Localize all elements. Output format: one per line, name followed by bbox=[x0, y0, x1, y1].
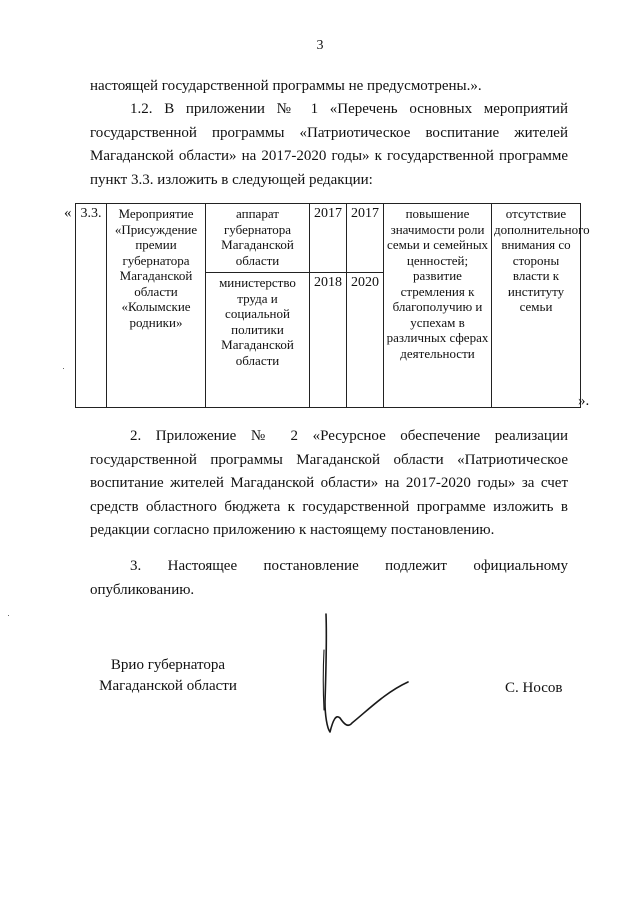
paragraph-continuation: настоящей государственной программы не предусмотрены.». bbox=[90, 78, 482, 94]
activity-cell: Мероприятие «Присуждение премии губернатора Магаданской области «Колымские родники» bbox=[107, 204, 206, 408]
end-year-cell: 2017 bbox=[347, 204, 384, 273]
signatory-name: С. Носов bbox=[505, 680, 563, 696]
paragraph-3: 3. Настоящее постановление подлежит официальному опубликованию. bbox=[90, 558, 568, 598]
page-number: 3 bbox=[316, 38, 324, 53]
handwritten-signature bbox=[318, 610, 418, 740]
table-row bbox=[76, 204, 581, 273]
start-year-cell: 2018 bbox=[310, 273, 347, 408]
expected-result-cell: повышение значимости роли семьи и семейных ценностей; развитие стремления к благополучию и успехам в различных сферах деятельности bbox=[384, 204, 492, 408]
end-year-cell: 2020 bbox=[347, 273, 384, 408]
table-open-quote: « bbox=[64, 205, 72, 221]
start-year-cell: 2017 bbox=[310, 204, 347, 273]
signatory-title: Врио губернатора Магаданской области bbox=[99, 657, 237, 694]
executor-cell: аппарат губернатора Магаданской области bbox=[206, 204, 310, 273]
paragraph-2: 2. Приложение № 2 «Ресурсное обеспечение реализации государственной программы Магаданской области «Патриотическое воспитание жителей Магаданской области» на 2017-2020 годы» за счет средств областного бюджета к государственной программе изложить в редакции согласно приложению к настоящему постановлению. bbox=[90, 428, 568, 538]
consequence-cell: отсутствие дополнительного внимания со стороны власти к институту семьи bbox=[492, 204, 581, 408]
table-close-quote: ». bbox=[578, 393, 590, 409]
paragraph-1-2: 1.2. В приложении № 1 «Перечень основных мероприятий государственной программы «Патриотическое воспитание жителей Магаданской области» на 2017-2020 годы» к государственной программе пункт 3.3. изложить в следующей редакции: bbox=[90, 101, 568, 188]
executor-cell: министерство труда и социальной политики Магаданской области bbox=[206, 273, 310, 408]
scan-speck bbox=[8, 615, 9, 616]
item-number: 3.3. bbox=[76, 204, 107, 408]
measures-table bbox=[75, 203, 590, 408]
scan-speck bbox=[63, 368, 64, 369]
